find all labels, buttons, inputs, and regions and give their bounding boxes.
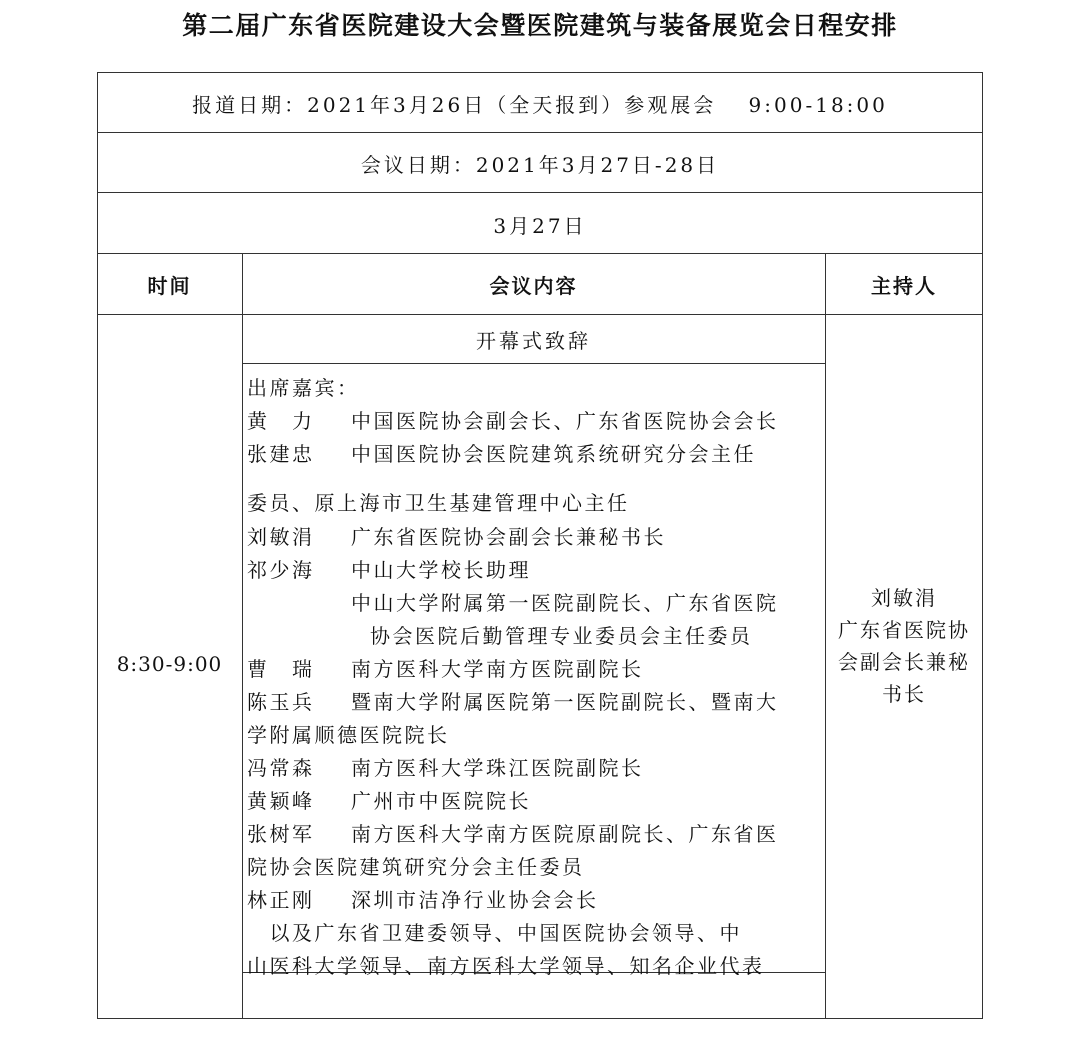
table-border-bottom xyxy=(97,1018,983,1019)
guest-line xyxy=(247,438,756,467)
guest-line xyxy=(247,487,630,516)
content-divider xyxy=(242,363,825,364)
meeting-dates: 会议日期：2021年3月27日-28日 xyxy=(360,153,720,177)
guest-line xyxy=(247,554,531,583)
guest-line xyxy=(351,587,779,616)
guest-name: 祁少海 xyxy=(247,558,315,582)
guest-name: 冯常森 xyxy=(247,756,315,780)
guest-title: 院协会医院建筑研究分会主任委员 xyxy=(247,855,585,879)
guest-title: 委员、原上海市卫生基建管理中心主任 xyxy=(247,491,630,515)
guest-line xyxy=(370,620,753,649)
guest-name: 张树军 xyxy=(247,822,315,846)
row-divider xyxy=(97,192,983,193)
guest-line xyxy=(247,521,666,550)
guest-name: 林正刚 xyxy=(247,888,315,912)
table-border-top xyxy=(97,72,983,73)
guest-title: 中山大学附属第一医院副院长、广东省医院 xyxy=(351,591,779,615)
header-time: 时间 xyxy=(147,274,192,298)
page-title: 第二届广东省医院建设大会暨医院建筑与装备展览会日程安排 xyxy=(182,11,898,40)
row-divider xyxy=(97,253,983,254)
guest-name: 曹 瑞 xyxy=(247,657,315,681)
column-divider xyxy=(242,253,243,1018)
row-divider xyxy=(97,132,983,133)
guest-title: 中国医院协会副会长、广东省医院协会会长 xyxy=(351,409,779,433)
guest-line xyxy=(247,653,644,682)
guest-title: 广州市中医院院长 xyxy=(351,789,531,813)
schedule-table xyxy=(97,72,983,1019)
row-divider xyxy=(97,314,983,315)
guest-title: 深圳市洁净行业协会会长 xyxy=(351,888,599,912)
guest-name: 刘敏涓 xyxy=(247,525,315,549)
guest-name: 黄颖峰 xyxy=(247,789,315,813)
host-line: 书长 xyxy=(882,682,926,706)
host-line: 会副会长兼秘 xyxy=(838,650,970,674)
guest-title: 暨南大学附属医院第一医院副院长、暨南大 xyxy=(351,690,779,714)
guest-line xyxy=(247,405,779,434)
guest-title: 南方医科大学南方医院副院长 xyxy=(351,657,644,681)
guest-title: 协会医院后勤管理专业委员会主任委员 xyxy=(370,624,753,648)
guest-title: 学附属顺德医院院长 xyxy=(247,723,450,747)
guest-title: 南方医科大学珠江医院副院长 xyxy=(351,756,644,780)
guest-title: 中山大学校长助理 xyxy=(351,558,531,582)
guest-line xyxy=(247,884,599,913)
guest-line xyxy=(247,851,585,880)
day-label: 3月27日 xyxy=(493,214,587,238)
guest-line xyxy=(247,752,644,781)
registration-date: 报道日期：2021年3月26日（全天报到）参观展会 9:00-18:00 xyxy=(192,93,888,117)
guest-line xyxy=(247,719,450,748)
guest-title: 南方医科大学南方医院原副院长、广东省医 xyxy=(351,822,779,846)
guest-name: 张建忠 xyxy=(247,442,315,466)
guest-title: 以及广东省卫建委领导、中国医院协会领导、中 xyxy=(247,921,742,945)
header-content: 会议内容 xyxy=(489,274,578,298)
header-host: 主持人 xyxy=(871,274,937,298)
guest-line xyxy=(247,818,779,847)
guest-line xyxy=(247,950,765,979)
host-line: 广东省医院协 xyxy=(838,618,970,642)
guest-name: 黄 力 xyxy=(247,409,315,433)
guest-title: 中国医院协会医院建筑系统研究分会主任 xyxy=(351,442,756,466)
session-time: 8:30-9:00 xyxy=(116,652,223,676)
guest-line xyxy=(247,785,531,814)
guest-name: 陈玉兵 xyxy=(247,690,315,714)
host-line: 刘敏涓 xyxy=(871,586,937,610)
guest-title: 山医科大学领导、南方医科大学领导、知名企业代表 xyxy=(247,954,765,978)
session-topic: 开幕式致辞 xyxy=(476,329,591,353)
session-host xyxy=(825,582,983,710)
guest-line xyxy=(247,917,742,946)
guest-line xyxy=(247,686,779,715)
guests-label: 出席嘉宾： xyxy=(247,376,360,400)
guest-title: 广东省医院协会副会长兼秘书长 xyxy=(351,525,666,549)
